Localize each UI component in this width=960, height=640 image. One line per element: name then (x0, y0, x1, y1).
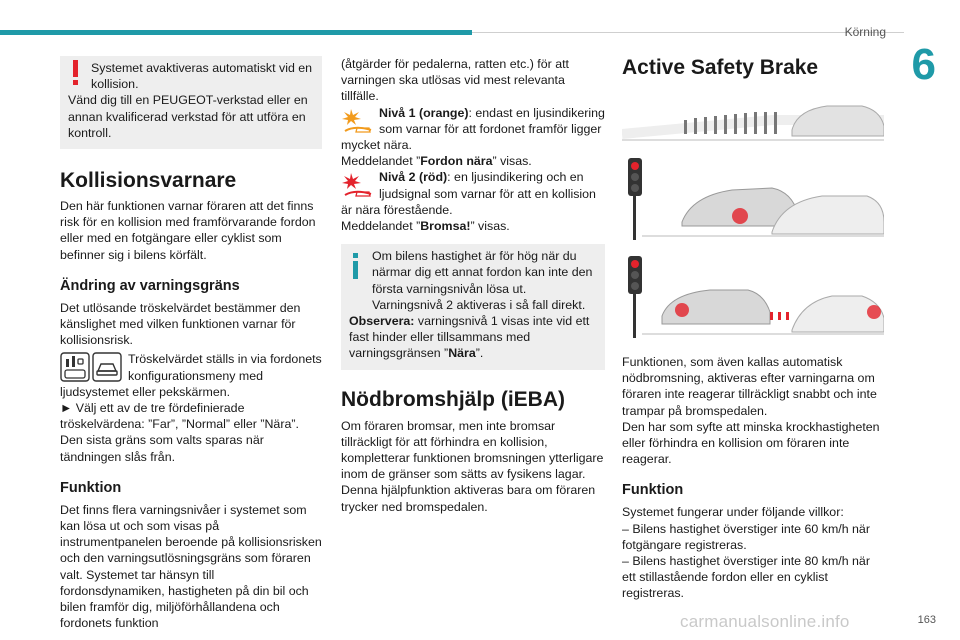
level-2-block (341, 169, 605, 234)
header-accent-line (0, 30, 472, 35)
illustration-car-approaching (622, 90, 884, 146)
condition-2: – Bilens hastighet överstiger inte 80 km/h när ett stillastående fordon eller en cyklist registreras. (622, 554, 870, 601)
paragraph-continued: (åtgärder för pedalerna, ratten etc.) för att varningen ska utlösas vid mest relevanta tillfälle. (341, 57, 569, 104)
heading-kollisionsvarnare: Kollisionsvarnare (60, 169, 237, 193)
car-settings-icon (60, 352, 122, 382)
level-1-block (341, 105, 605, 170)
paragraph-funktion: Det finns flera varningsnivåer i systemet som kan lösa ut och som visas på instrumentpanelen beroende på kollisionsrisken och den varningsutlösningsgräns som föraren valt. Systemet tar hänsyn till fordonsdynamiken, hastigheten på din bil och bilen framför dig, miljöförhållandena och fordonets funktion (60, 502, 322, 631)
condition-1: – Bilens hastighet överstiger inte 60 km/h när fotgängare registreras. (622, 521, 870, 552)
warning-text-1: Systemet avaktiveras automatiskt vid en kollision. (91, 61, 313, 92)
paragraph-iebа: Om föraren bromsar, men inte bromsar tillräckligt för att förhindra en kollision, kompletterar funktionen bromsningen ytterligare inom de gränser som sätts av fysikens lagar. (341, 418, 604, 482)
level-2-msg: Bromsa! (420, 219, 471, 234)
info-text-1: Om bilens hastighet är för hög när du närmar dig ett annat fordon kan inte den första varningsnivån lösa ut. Varningsnivå 2 aktiveras i så fall direkt. (372, 249, 593, 312)
level-2-msg-pre: Meddelandet ” (341, 219, 421, 234)
info-obs-bold: Nära (448, 346, 476, 361)
heading-andring: Ändring av varningsgräns (60, 277, 240, 294)
heading-funktion-2: Funktion (622, 482, 684, 499)
paragraph-andring: Det utlösande tröskelvärdet bestämmer den känslighet med vilken funktionen varnar för kollisionsrisk. (60, 300, 301, 348)
paragraph-iebа-2: Denna hjälpfunktion aktiveras bara om föraren trycker ned bromspedalen. (341, 483, 596, 514)
heading-funktion: Funktion (60, 479, 122, 496)
paragraph-troskel: Tröskelvärdet ställs in via fordonets konfigurationsmeny med ljudsystemet eller pekskärmen. (60, 352, 322, 399)
page-number: 163 (917, 614, 936, 626)
column-3 (622, 56, 886, 602)
level1-orange-alert-icon (341, 106, 373, 136)
car-icon (93, 353, 121, 381)
level-2-text: : en ljusindikering och en ljudsignal som varnar för att en kollision är nära förestående. (341, 170, 596, 217)
illustration-level-1-warning (622, 152, 884, 244)
header-divider (472, 32, 904, 33)
level-1-text: : endast en ljusindikering som varnar för att fordonet framför ligger mycket nära. (341, 105, 605, 153)
info-box (341, 244, 605, 369)
heading-iebа: Nödbromshjälp (iEBA) (341, 387, 565, 411)
illustration-level-2-braking (622, 250, 884, 342)
paragraph-asb-2: Den har som syfte att minska krockhastigheten eller förhindra en kollision om föraren inte reagerar. (622, 419, 880, 467)
level-1-msg-post: ” visas. (492, 154, 532, 169)
watermark: carmanualsonline.info (680, 612, 850, 631)
level-2-msg-post: ” visas. (470, 219, 510, 234)
warning-text-2: Vänd dig till en PEUGEOT-verkstad eller en annan kvalificerad verkstad för att utföra en kontroll. (68, 93, 308, 140)
heading-active-safety-brake: Active Safety Brake (622, 56, 819, 79)
level-1-msg: Fordon nära (420, 154, 493, 169)
paragraph-villkor: Systemet fungerar under följande villkor: (622, 505, 844, 520)
paragraph-valj: ► Välj ett av de tre fördefinierade tröskelvärdena: ”Far”, ”Normal” eller ”Nära”. (60, 401, 299, 432)
level-1-label: Nivå 1 (orange) (379, 105, 469, 120)
level-1-msg-pre: Meddelandet ” (341, 154, 421, 169)
paragraph-sista: Den sista gräns som valts sparas när tändningen slås från. (60, 433, 264, 464)
info-obs-text: varningsnivå 1 visas inte vid ett fast hinder eller tillsammans med varningsgränsen ” (349, 314, 590, 361)
info-icon (351, 253, 361, 279)
section-title: Körning (844, 25, 886, 39)
column-2 (341, 56, 605, 515)
warning-exclamation-icon (70, 60, 82, 86)
warning-box (60, 56, 322, 149)
level2-red-alert-icon (341, 170, 373, 200)
level-2-label: Nivå 2 (röd) (379, 170, 448, 185)
paragraph-asb: Funktionen, som även kallas automatisk nödbromsning, aktiveras efter varningarna om föraren inte reagerar tillräckligt snabbt och inte trampar på bromspedalen. (622, 355, 877, 418)
column-1 (60, 56, 322, 631)
paragraph-kollision: Den här funktionen varnar föraren att det finns risk för en kollision med framförvarande fordon eller med en fotgängare eller cyklist som befinner sig i bilens körfält. (60, 199, 316, 262)
info-obs-label: Observera: (349, 314, 415, 329)
chapter-number: 6 (911, 40, 936, 89)
info-obs-end: ”. (475, 346, 484, 361)
config-block (60, 351, 322, 400)
page-header (0, 0, 960, 39)
